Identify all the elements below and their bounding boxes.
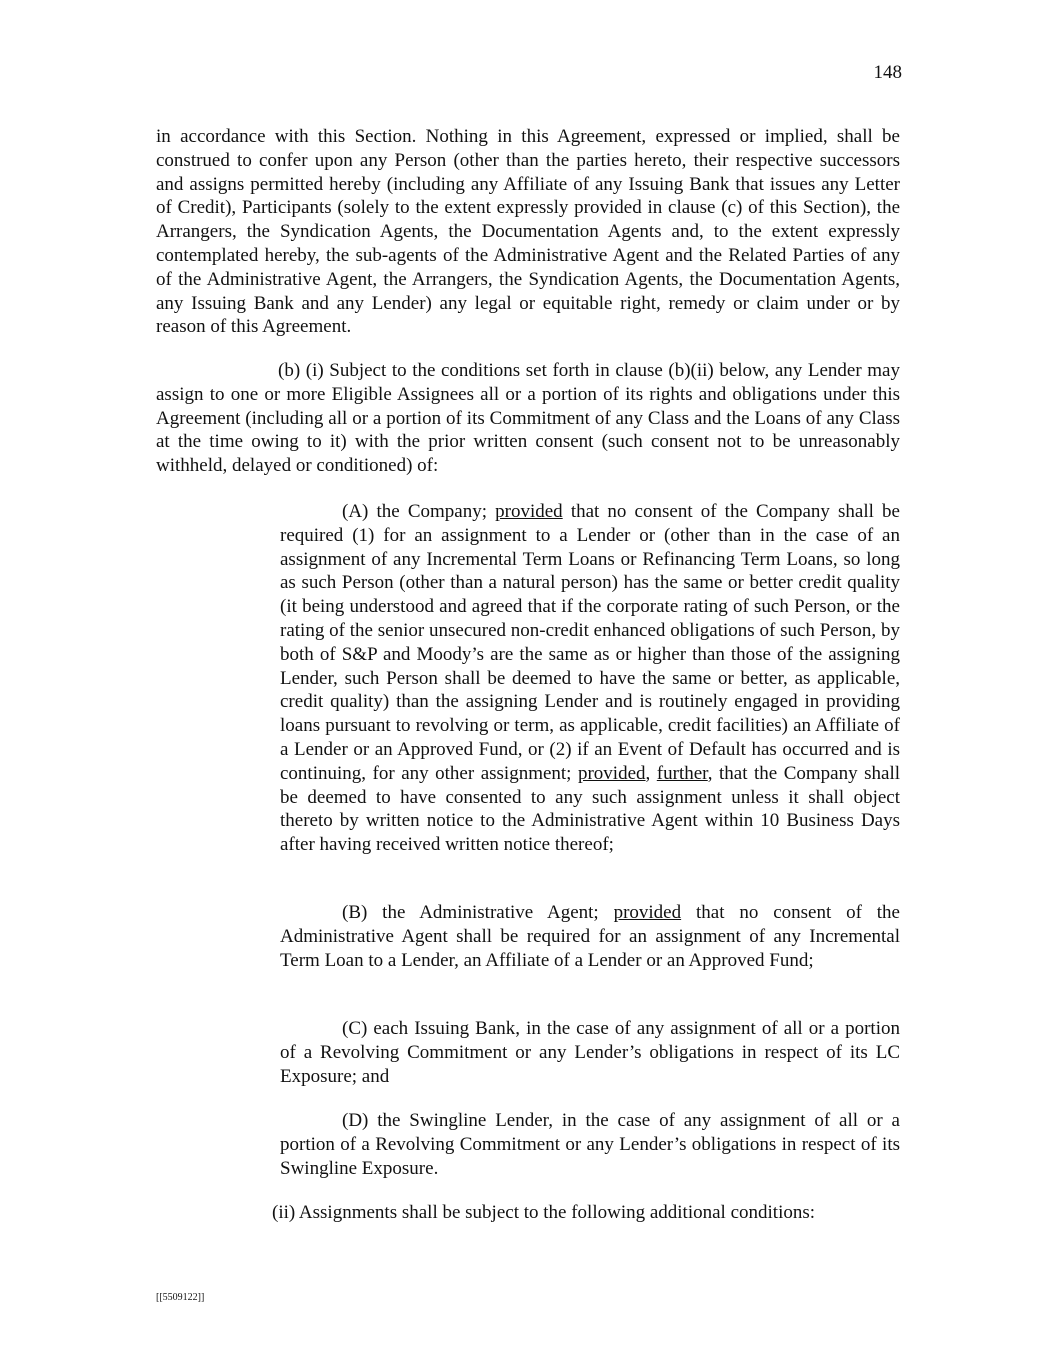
clause-b-provided: provided	[613, 902, 682, 923]
paragraph-b-i-text: (b) (i) Subject to the conditions set forth in clause (b)(ii) below, any Lender may assign to one or more Eligible Assignees all or a portion of its rights and obligations under this Agreement (including all or a portion of its Commitment of any Class and the Loans of any Class at the time owing to it) with the prior written consent (such consent not to be unreasonably withheld, delayed or conditioned) of:	[156, 360, 900, 477]
clause-a-provided-2: provided	[577, 762, 646, 784]
clause-c	[280, 1017, 900, 1088]
clause-b-text-2: that no consent of the Administrative Agent shall be required for an assignment of any Incremental Term Loan to a Lender, an Affiliate of a Lender or an Approved Fund;	[280, 902, 900, 971]
clause-c-text: (C) each Issuing Bank, in the case of any assignment of all or a portion of a Revolving Commitment or any Lender’s obligations in respect of its LC Exposure; and	[280, 1018, 900, 1087]
clause-d-text: (D) the Swingline Lender, in the case of any assignment of all or a portion of a Revolving Commitment or any Lender’s obligations in respect of its Swingline Exposure.	[280, 1110, 900, 1179]
paragraph-b-i	[156, 359, 900, 478]
clause-b	[280, 901, 900, 972]
clause-a-provided: provided	[495, 501, 563, 522]
paragraph-b-ii: (ii) Assignments shall be subject to the following additional conditions:	[272, 1202, 816, 1223]
clause-a	[280, 500, 900, 857]
clause-a-text-4: , that the Company shall be deemed to have consented to any such assignment unless it shall object thereto by written notice to the Administrative Agent within 10 Business Days after having received written notice thereof;	[280, 762, 901, 856]
clause-a-text-3: ,	[645, 762, 657, 784]
clause-a-further: further	[656, 762, 708, 784]
clause-b-text-1: (B) the Administrative Agent;	[342, 902, 614, 923]
clause-d	[280, 1109, 900, 1180]
document-id: [[5509122]]	[156, 1292, 205, 1303]
paragraph-section-continuation: in accordance with this Section. Nothing in this Agreement, expressed or implied, shall be construed to confer upon any Person (other than the parties hereto, their respective successors and assigns permitted hereby (including any Affiliate of any Issuing Bank that issues any Letter of Credit), Participants (solely to the extent expressly provided in clause (c) of this Section), the Arrangers, the Syndication Agents, the Documentation Agents and, to the extent expressly contemplated hereby, the sub-agents of the Administrative Agent and the Related Parties of any of the Administrative Agent, the Arrangers, the Syndication Agents, the Documentation Agents, any Issuing Bank and any Lender) any legal or equitable right, remedy or claim under or by reason of this Agreement.	[156, 126, 900, 338]
clause-a-text-1: (A) the Company;	[342, 501, 496, 522]
clause-a-text-2: that no consent of the Company shall be required (1) for an assignment to a Lender or (other than in the case of an assignment of any Incremental Term Loans or Refinancing Term Loans, so long as such Person (other than a natural person) has the same or better credit quality (it being understood and agreed that if the corporate rating of such Person, or the rating of the senior unsecured non-credit enhanced obligations of such Person, by both of S&P and Moody’s are the same as or higher than those of the assigning Lender, such Person shall be deemed to have the same or better, as applicable, credit quality) than the assigning Lender and is routinely engaged in providing loans pursuant to revolving or term, as applicable, credit facilities) an Affiliate of a Lender or an Approved Fund, or (2) if an Event of Default has occurred and is continuing, for any other assignment;	[280, 501, 900, 784]
page-number: 148	[873, 62, 902, 83]
